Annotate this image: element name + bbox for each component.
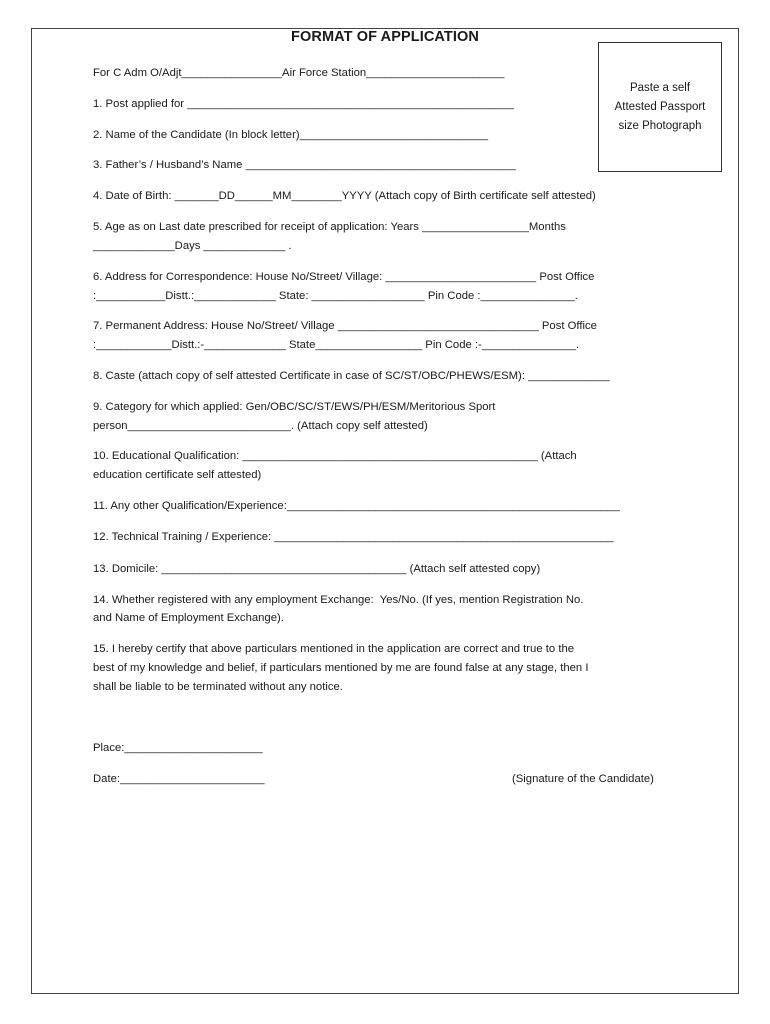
- field-correspondence-address-line-2: :___________Distt.:_____________ State: __________________ Pin Code :_______________.: [93, 290, 578, 302]
- field-domicile: 13. Domicile: _______________________________________ (Attach self attested copy): [93, 563, 541, 575]
- field-education-line-2: education certificate self attested): [93, 469, 262, 481]
- field-education-line-1: 10. Educational Qualification: _______________________________________________ (Attach: [93, 450, 577, 462]
- field-employment-exchange-line-2: and Name of Employment Exchange).: [93, 612, 284, 624]
- field-category-line-1: 9. Category for which applied: Gen/OBC/SC/ST/EWS/PH/ESM/Meritorious Sport: [93, 401, 496, 413]
- field-technical-training: 12. Technical Training / Experience: ______________________________________________________: [93, 531, 614, 543]
- page-title: FORMAT OF APPLICATION: [291, 29, 479, 45]
- header-line: For C Adm O/Adjt________________Air Force Station______________________: [93, 67, 505, 79]
- field-age-line-2: _____________Days _____________ .: [93, 240, 292, 252]
- photo-box-line-2: Attested Passport: [614, 101, 706, 113]
- signature-label: (Signature of the Candidate): [512, 773, 654, 785]
- field-category-line-2: person__________________________. (Attach copy self attested): [93, 420, 428, 432]
- field-employment-exchange-line-1: 14. Whether registered with any employment Exchange: Yes/No. (If yes, mention Registration No.: [93, 594, 584, 606]
- field-age-line-1: 5. Age as on Last date prescribed for receipt of application: Years _________________Months: [93, 221, 566, 233]
- photo-box-line-1: Paste a self: [629, 82, 691, 94]
- field-place: Place:______________________: [93, 742, 263, 754]
- photo-box: [598, 42, 722, 172]
- field-date-of-birth: 4. Date of Birth: _______DD______MM________YYYY (Attach copy of Birth certificate self attested): [93, 190, 596, 202]
- field-permanent-address-line-2: :____________Distt.:-_____________ State_________________ Pin Code :-_______________.: [93, 339, 580, 351]
- field-post-applied: 1. Post applied for ____________________________________________________: [93, 98, 514, 110]
- field-candidate-name: 2. Name of the Candidate (In block letter)______________________________: [93, 129, 489, 141]
- field-correspondence-address-line-1: 6. Address for Correspondence: House No/Street/ Village: ________________________ Post Office: [93, 271, 595, 283]
- field-permanent-address-line-1: 7. Permanent Address: House No/Street/ Village ________________________________ Post Office: [93, 320, 597, 332]
- photo-box-line-3: size Photograph: [618, 120, 702, 132]
- field-caste: 8. Caste (attach copy of self attested Certificate in case of SC/ST/OBC/PHEWS/ESM): _____________: [93, 370, 610, 382]
- declaration-line-1: 15. I hereby certify that above particulars mentioned in the application are correct and true to the: [93, 643, 575, 655]
- field-other-qualification: 11. Any other Qualification/Experience:_____________________________________________________: [93, 500, 620, 512]
- declaration-line-3: shall be liable to be terminated without any notice.: [93, 681, 343, 693]
- field-date: Date:_______________________: [93, 773, 265, 785]
- field-father-husband-name: 3. Father’s / Husband’s Name ___________________________________________: [93, 159, 516, 171]
- declaration-line-2: best of my knowledge and belief, if particulars mentioned by me are found false at any stage, then I: [93, 662, 589, 674]
